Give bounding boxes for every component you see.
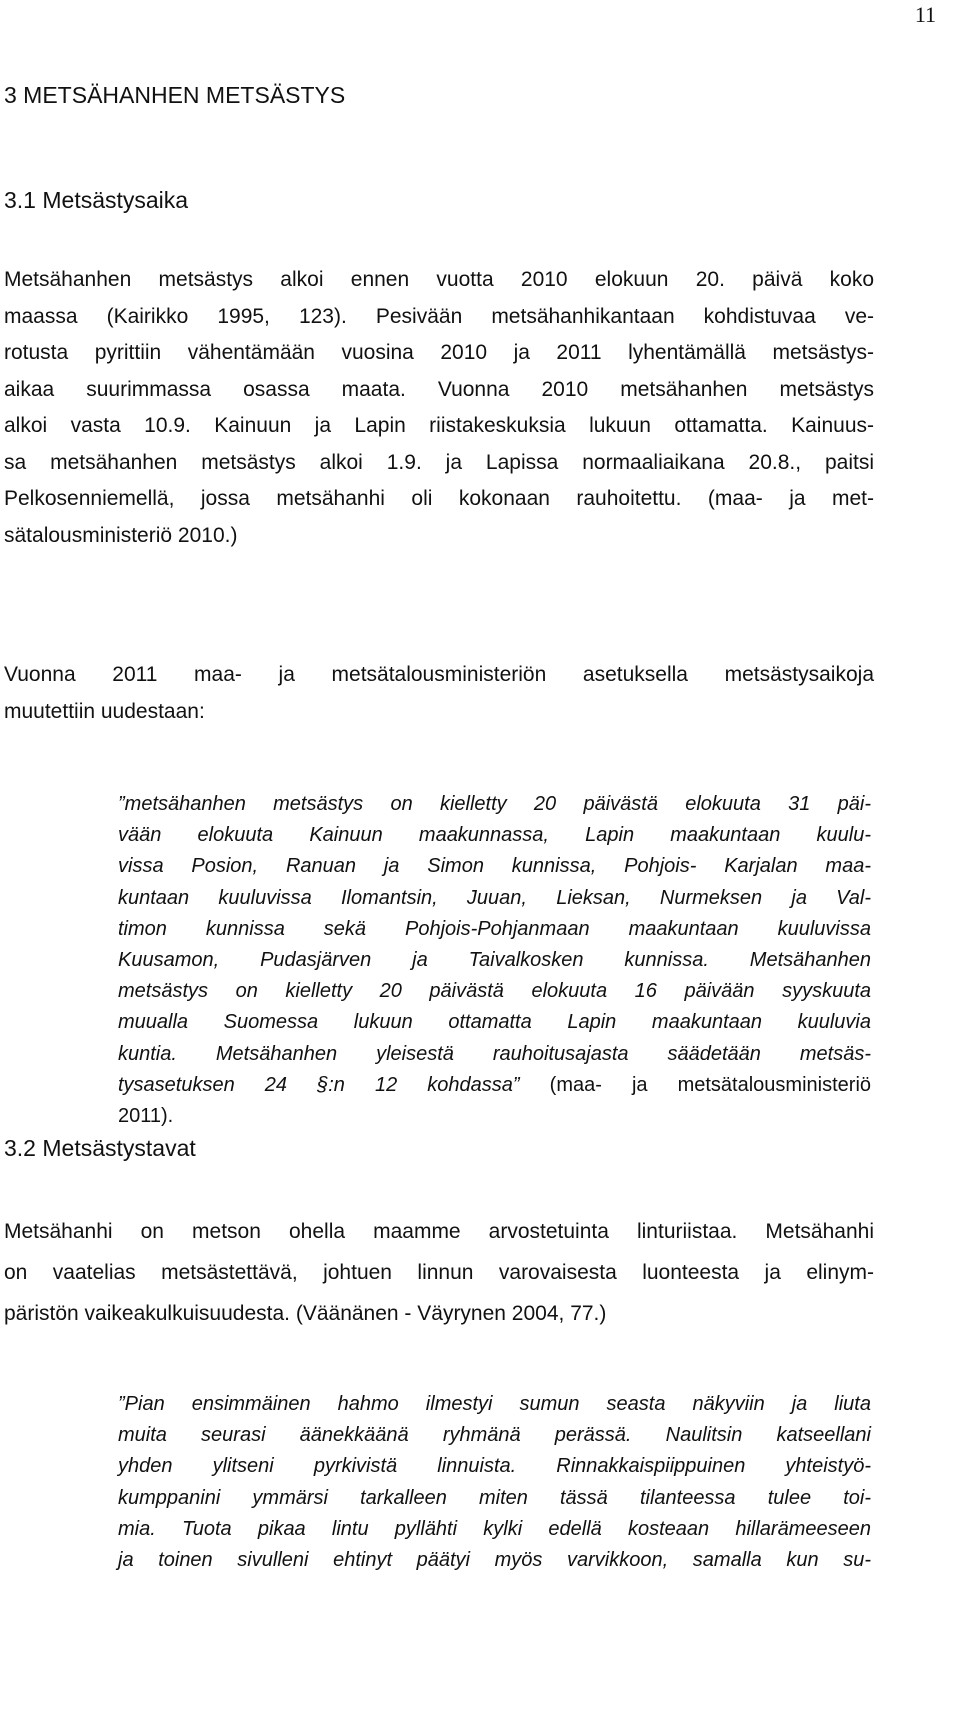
quote-line: kumppanini ymmärsi tarkalleen miten tässä tilanteessa tulee toi- — [118, 1486, 871, 1509]
subsection-title-metsastystavat: 3.2 Metsästystavat — [4, 1135, 196, 1161]
paragraph-line: Metsähanhen metsästys alkoi ennen vuotta 2010 elokuun 20. päivä koko — [4, 268, 874, 291]
paragraph-regulation-2011 — [4, 657, 874, 730]
paragraph-line: aikaa suurimmassa osassa maata. Vuonna 2010 metsähanhen metsästys — [4, 377, 874, 401]
paragraph-line: alkoi vasta 10.9. Kainuun ja Lapin riistakeskuksia lukuun ottamatta. Kainuus- — [4, 414, 874, 437]
paragraph-line: maassa (Kairikko 1995, 123). Pesivään metsähanhikantaan kohdistuvaa ve- — [4, 304, 874, 328]
paragraph-line: Pelkosenniemellä, jossa metsähanhi oli kokonaan rauhoitettu. (maa- ja met- — [4, 487, 874, 510]
subsection-title-metsastysaika: 3.1 Metsästysaika — [4, 187, 189, 213]
quote-italic-end: tysasetuksen 24 §:n 12 kohdassa” — [118, 1073, 520, 1096]
quote-line: timon kunnissa sekä Pohjois-Pohjanmaan maakuntaan kuuluvissa — [118, 917, 871, 940]
quote-line: ”metsähanhen metsästys on kielletty 20 päivästä elokuuta 31 päi- — [118, 793, 871, 815]
quote-line: metsästys on kielletty 20 päivästä elokuuta 16 päivään syyskuuta — [118, 980, 871, 1003]
quote-line: kuntia. Metsähanhen yleisestä rauhoitusajasta säädetään metsäs- — [118, 1042, 871, 1065]
quote-line: kuntaan kuuluvissa Ilomantsin, Juuan, Lieksan, Nurmeksen ja Val- — [118, 886, 871, 909]
paragraph-line: rotusta pyrittiin vähentämään vuosina 2010 ja 2011 lyhentämällä metsästys- — [4, 341, 874, 364]
quote-hunting-story — [118, 1389, 871, 1576]
quote-line: ja toinen sivulleni ehtinyt päätyi myös varvikkoon, samalla kun su- — [118, 1548, 871, 1571]
paragraph-line: Vuonna 2011 maa- ja metsätalousministeriön asetuksella metsästysaikoja — [4, 663, 874, 686]
paragraph-hunting-methods — [4, 1211, 874, 1334]
quote-citation-end: 2011). — [118, 1104, 174, 1127]
paragraph-line: on vaatelias metsästettävä, johtuen linnun varovaisesta luonteesta ja elinym- — [4, 1261, 874, 1284]
quote-line: ”Pian ensimmäinen hahmo ilmestyi sumun seasta näkyviin ja liuta — [118, 1393, 871, 1415]
quote-citation: (maa- ja metsätalousministeriö — [519, 1073, 872, 1096]
quote-line: vään elokuuta Kainuun maakunnassa, Lapin maakuntaan kuulu- — [118, 824, 871, 847]
paragraph-hunting-season — [4, 262, 874, 554]
paragraph-line: muutettiin uudestaan: — [4, 699, 205, 723]
quote-line — [118, 1070, 871, 1101]
quote-line: vissa Posion, Ranuan ja Simon kunnissa, Pohjois- Karjalan maa- — [118, 855, 871, 878]
paragraph-line: päristön vaikeakulkuisuudesta. (Väänänen - Väyrynen 2004, 77.) — [4, 1302, 607, 1325]
quote-line: muualla Suomessa lukuun ottamatta Lapin maakuntaan kuuluvia — [118, 1011, 871, 1034]
quote-line: Kuusamon, Pudasjärven ja Taivalkosken kunnissa. Metsähanhen — [118, 948, 871, 971]
section-title: 3 METSÄHANHEN METSÄSTYS — [4, 82, 346, 108]
paragraph-line: sa metsähanhen metsästys alkoi 1.9. ja Lapissa normaaliaikana 20.8., paitsi — [4, 450, 874, 474]
page-number: 11 — [914, 2, 936, 27]
paragraph-line: sätalousministeriö 2010.) — [4, 523, 238, 547]
quote-line: yhden ylitseni pyrkivistä linnuista. Rinnakkaispiippuinen yhteistyö- — [118, 1455, 871, 1478]
paragraph-line: Metsähanhi on metson ohella maamme arvostetuinta linturiistaa. Metsähanhi — [4, 1220, 874, 1243]
quote-line: muita seurasi äänekkäänä ryhmänä perässä. Naulitsin katseellani — [118, 1424, 871, 1447]
quote-line: mia. Tuota pikaa lintu pyllähti kylki edellä kosteaan hillarämeeseen — [118, 1517, 871, 1540]
quote-regulation — [118, 789, 871, 1132]
